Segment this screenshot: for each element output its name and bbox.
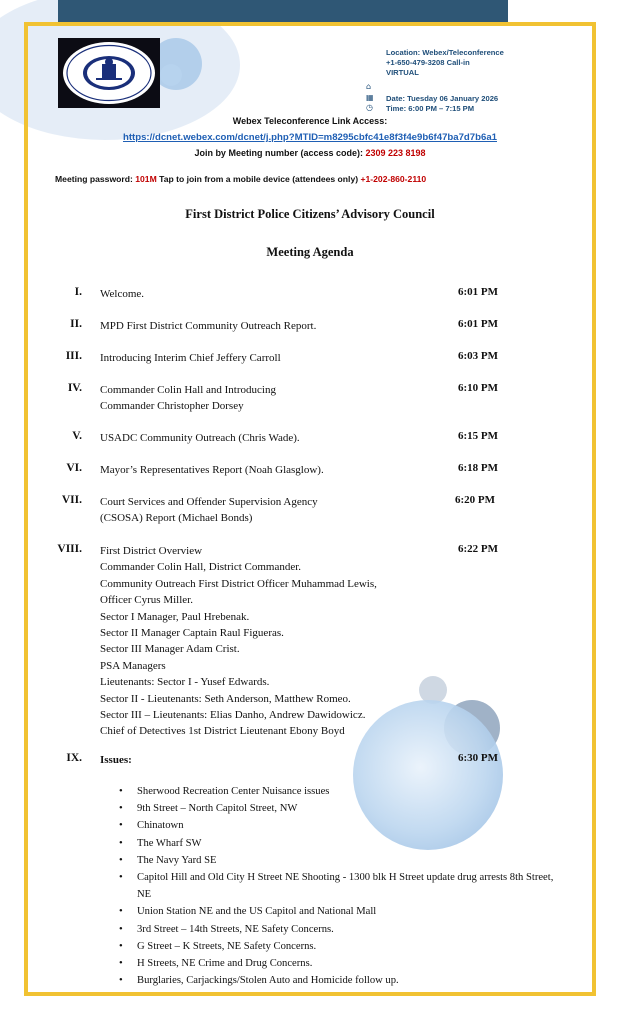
agenda-number: III. xyxy=(65,350,82,362)
agenda-item-line: Commander Christopher Dorsey xyxy=(100,400,244,413)
password-value: 101M xyxy=(135,174,157,184)
mode-text: VIRTUAL xyxy=(386,68,419,77)
agenda-item-line: Lieutenants: Sector I - Yusef Edwards. xyxy=(100,676,270,689)
phone-text: +1-650-479-3208 Call-in xyxy=(386,58,470,67)
agenda-item xyxy=(100,318,316,334)
agenda-item xyxy=(100,543,377,740)
issue-item: • Burglaries, Carjackings/Stolen Auto and Homicide follow up. xyxy=(119,972,559,989)
agenda-number: IV. xyxy=(67,382,82,394)
agenda-item xyxy=(100,752,132,768)
agenda-item-line: USADC Community Outreach (Chris Wade). xyxy=(100,432,300,444)
mobile-number[interactable]: +1-202-860-2110 xyxy=(360,174,427,184)
council-title: First District Police Citizens’ Advisory Council xyxy=(185,207,435,221)
agenda-item xyxy=(100,494,318,527)
agenda-number: IX. xyxy=(66,752,82,764)
webex-heading: Webex Teleconference Link Access: xyxy=(232,116,388,126)
agenda-number: II. xyxy=(70,318,82,330)
access-code: 2309 223 8198 xyxy=(365,148,426,158)
agenda-item-line: Community Outreach First District Officer Muhammad Lewis, xyxy=(100,577,377,590)
agenda-item-line: First District Overview xyxy=(100,545,203,557)
password-label: Meeting password: xyxy=(55,174,133,184)
issues-list xyxy=(119,783,559,989)
agenda-item-line: Commander Colin Hall and Introducing xyxy=(100,384,276,396)
password-line xyxy=(55,174,426,184)
date-text: Date: Tuesday 06 January 2026 xyxy=(386,94,499,103)
agenda-number: VII. xyxy=(61,494,82,506)
agenda-time: 6:01 PM xyxy=(458,318,499,330)
join-line xyxy=(24,148,596,158)
agenda-item-line: Sector III Manager Adam Crist. xyxy=(100,643,240,656)
agenda-item-line: Welcome. xyxy=(100,288,145,300)
agenda-item-line: Court Services and Offender Supervision Agency xyxy=(100,496,318,508)
join-label: Join by Meeting number (access code): xyxy=(194,148,363,158)
webex-link[interactable]: https://dcnet.webex.com/dcnet/j.php?MTID=m8295cbfc41e8f3f4e9b6f47ba7d7b6a1 xyxy=(122,132,497,143)
agenda-item-line: Officer Cyrus Miller. xyxy=(100,594,193,607)
agenda-item-line: Introducing Interim Chief Jeffery Carroll xyxy=(100,352,281,364)
agenda-time: 6:22 PM xyxy=(458,543,499,555)
agenda-item-line: Sector II - Lieutenants: Seth Anderson, Matthew Romeo. xyxy=(100,692,351,705)
agenda-number: VI. xyxy=(66,462,82,474)
home-icon: ⌂ xyxy=(366,82,372,91)
agenda-time: 6:10 PM xyxy=(458,382,499,394)
agenda-item xyxy=(100,286,144,302)
issue-item: • Capitol Hill and Old City H Street NE Shooting - 1300 blk H Street update drug arrests 8th Street, NE xyxy=(119,869,559,903)
agenda-item xyxy=(100,382,276,415)
agenda-item-line: Sector II Manager Captain Raul Figueras. xyxy=(100,627,284,640)
agenda-time: 6:15 PM xyxy=(458,430,499,442)
decorative-bubble xyxy=(160,64,182,86)
time-text: Time: 6:00 PM – 7:15 PM xyxy=(386,104,475,113)
agenda-item xyxy=(100,350,281,366)
top-banner xyxy=(58,0,508,24)
agenda-number: VIII. xyxy=(57,543,82,555)
agenda-title: Meeting Agenda xyxy=(266,245,354,259)
agenda-item-line: PSA Managers xyxy=(100,659,166,672)
agenda-item-line: Sector III – Lieutenants: Elias Danho, Andrew Dawidowicz. xyxy=(100,709,366,722)
agenda-item-line: Issues: xyxy=(100,754,132,766)
issue-item: • 9th Street – North Capitol Street, NW xyxy=(119,800,559,817)
agenda-number: I. xyxy=(74,286,82,298)
issue-item: • The Wharf SW xyxy=(119,835,559,852)
agenda-time: 6:20 PM xyxy=(455,494,496,506)
agenda-time: 6:18 PM xyxy=(458,462,499,474)
agenda-item-line: Sector I Manager, Paul Hrebenak. xyxy=(100,610,250,623)
agenda-item-line: Commander Colin Hall, District Commander. xyxy=(100,561,302,574)
agenda-item-line: MPD First District Community Outreach Report. xyxy=(100,320,317,332)
meeting-datetime xyxy=(386,94,498,114)
agenda-item-line: Chief of Detectives 1st District Lieutenant Ebony Boyd xyxy=(100,725,345,738)
issue-item: • 3rd Street – 14th Streets, NE Safety Concerns. xyxy=(119,921,559,938)
agenda-number: V. xyxy=(72,430,82,442)
issue-item: • Sherwood Recreation Center Nuisance issues xyxy=(119,783,559,800)
agenda-time: 6:01 PM xyxy=(458,286,499,298)
agenda-item-line: Mayor’s Representatives Report (Noah Glasglow). xyxy=(100,464,324,476)
meeting-info xyxy=(386,48,504,78)
issue-item: • H Streets, NE Crime and Drug Concerns. xyxy=(119,955,559,972)
issue-item: • G Street – K Streets, NE Safety Concerns. xyxy=(119,938,559,955)
agenda-item xyxy=(100,462,324,478)
agenda-time: 6:03 PM xyxy=(458,350,499,362)
issue-item: • Chinatown xyxy=(119,817,559,834)
issue-item: • The Navy Yard SE xyxy=(119,852,559,869)
agenda-time: 6:30 PM xyxy=(458,752,499,764)
clock-icon: ◷ xyxy=(366,103,373,112)
issue-item: • Union Station NE and the US Capitol and National Mall xyxy=(119,903,559,920)
location-text: Location: Webex/Teleconference xyxy=(386,48,504,57)
council-logo xyxy=(58,38,160,108)
agenda-item-line: (CSOSA) Report (Michael Bonds) xyxy=(100,512,253,525)
calendar-icon: ▦ xyxy=(366,93,374,102)
agenda-item xyxy=(100,430,300,446)
mobile-label: Tap to join from a mobile device (attendees only) xyxy=(159,174,359,184)
